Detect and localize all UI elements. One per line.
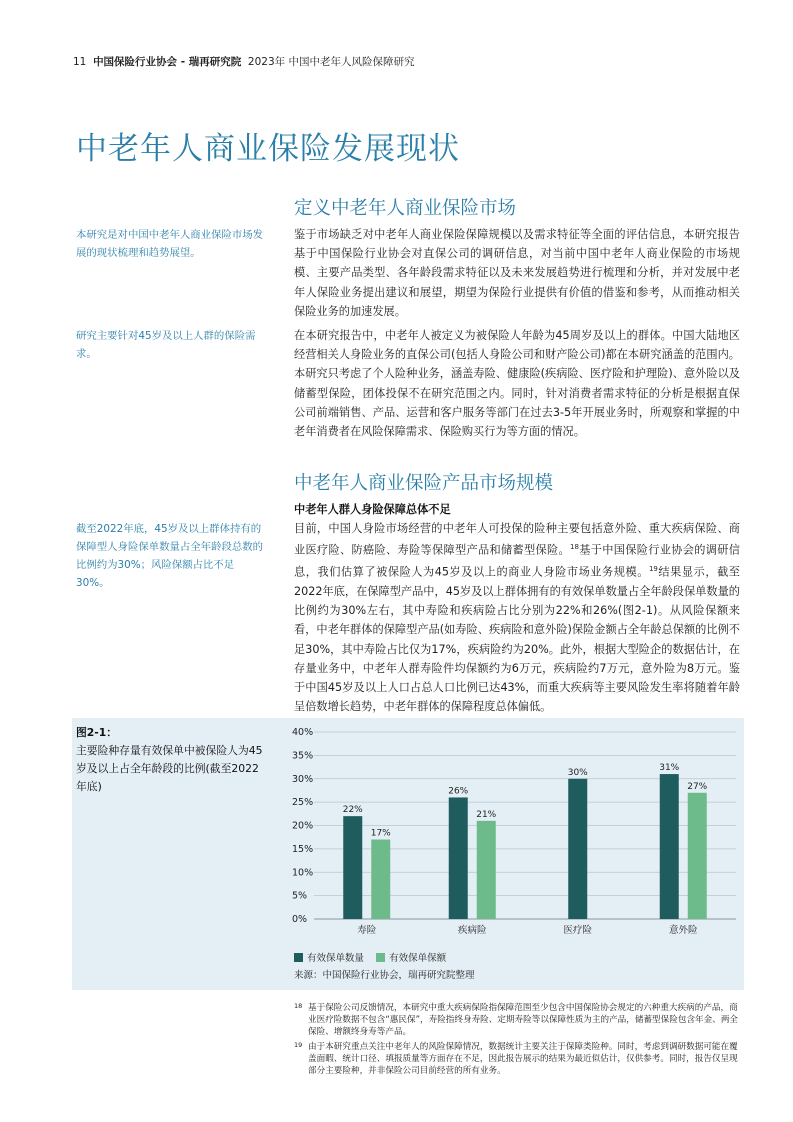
side-note-1: 本研究是对中国中老年人商业保险市场发展的现状梳理和趋势展望。 <box>76 229 264 259</box>
bar-policies <box>568 779 587 919</box>
x-category-label: 意外险 <box>668 925 698 936</box>
footnote-number: 18 <box>294 1002 303 1010</box>
bar-chart <box>292 724 742 946</box>
header-report: 2023年 中国中老年人风险保障研究 <box>247 56 415 68</box>
page-title: 中老年人商业保险发展现状 <box>76 131 460 167</box>
paragraph-3c: 结果显示，截至2022年底，在保障型产品中，45岁及以上群体拥有的有效保单数量占全年龄段保单数量的比例约为30%左右，其中寿险和疾病险占比分别为22%和26%(图2-1)。从风险保额来看，中老年群体的保障型产品(如寿险、疾病险和意外险)保险金额占全年龄总保额的比例不足30%，其中寿险占比仅为17%，疾病险约为20%。此外，根据大型险企的数据估计，在存量业务中，中老年人群寿险件均保额约为6万元，疾病险约7万元，意外险为8万元。鉴于中国45岁及以上人口占总人口比例已达43%，而重大疾病等主要风险发生率将随着年龄呈倍数增长趋势，中老年群体的保障程度总体偏低。 <box>294 565 740 714</box>
legend-swatch-policies <box>294 953 303 962</box>
side-note-3: 截至2022年底，45岁及以上群体持有的保障型人身险保单数量占全年龄段总数的比例约为30%；风险保额占比不足30%。 <box>76 523 264 589</box>
legend-swatch-sum-insured <box>376 953 385 962</box>
section-heading-definition: 定义中老年人商业保险市场 <box>294 198 517 219</box>
footnote-19 <box>294 1041 740 1078</box>
header-org: 中国保险行业协会 - 瑞再研究院 <box>93 56 242 68</box>
bar-policies <box>343 816 362 919</box>
y-tick-label: 40% <box>292 727 314 738</box>
y-tick-label: 35% <box>292 750 314 762</box>
data-label-policies: 22% <box>342 805 363 816</box>
footnotes <box>294 1002 740 1077</box>
bar-sum-insured <box>371 840 390 919</box>
legend-label-policies: 有效保单数量 <box>307 953 365 964</box>
paragraph-3 <box>294 519 740 717</box>
y-tick-label: 20% <box>292 820 314 832</box>
x-category-label: 寿险 <box>357 925 377 936</box>
chart-legend <box>294 950 446 964</box>
x-category-label: 医疗险 <box>563 925 593 936</box>
paragraph-3b: 基于中国保险行业协会的调研信息，我们估算了被保险人为45岁及以上的商业人身险市场业务规模。 <box>294 543 740 579</box>
footnote-ref-19[interactable]: 19 <box>648 565 658 574</box>
figure-number: 图2-1： <box>76 726 118 739</box>
y-tick-label: 10% <box>292 867 314 879</box>
data-label-policies: 30% <box>567 767 588 778</box>
paragraph-2: 在本研究报告中，中老年人被定义为被保险人年龄为45周岁及以上的群体。中国大陆地区经营相关人身险业务的直保公司(包括人身险公司和财产险公司)都在本研究涵盖的范围内。本研究只考虑了个人险种业务，涵盖寿险、健康险(疾病险、医疗险和护理险)、意外险以及储蓄型保险，团体投保不在研究范围之内。同时，针对消费者需求特征的分析是根据直保公司前端销售、产品、运营和客户服务等部门在过去3-5年开展业务时，所观察和掌握的中老年消费者在风险保障需求、保险购买行为等方面的情况。 <box>294 329 740 439</box>
figure-caption: 主要险种存量有效保单中被保险人为45岁及以上占全年龄段的比例(截至2022年底) <box>76 744 263 793</box>
y-tick-label: 25% <box>292 797 314 809</box>
side-note-2: 研究主要针对45岁及以上人群的保险需求。 <box>76 330 256 360</box>
y-tick-label: 15% <box>292 843 314 855</box>
page-number: 11 <box>73 56 87 68</box>
bar-policies <box>660 774 679 919</box>
footnote-ref-18[interactable]: 18 <box>570 543 579 552</box>
section-heading-market-size: 中老年人商业保险产品市场规模 <box>294 473 554 494</box>
data-label-policies: 31% <box>659 763 680 774</box>
footnote-number: 19 <box>294 1040 303 1049</box>
legend-label-sum-insured: 有效保单保额 <box>389 953 447 964</box>
y-tick-label: 30% <box>292 773 314 785</box>
footnote-text: 基于保险公司反馈情况，本研究中重大疾病保险指保障范围至少包含中国保险协会规定的六种重大疾病的产品，商业医疗险数据不包含“惠民保”，寿险指终身寿险、定期寿险等以保障性质为主的产品，储蓄型保险包含年金、两全保险、增额终身寿等产品。 <box>308 1003 739 1038</box>
data-label-sum-insured: 21% <box>476 809 497 820</box>
paragraph-1: 鉴于市场缺乏对中老年人商业保险保障规模以及需求特征等全面的评估信息，本研究报告基于中国保险行业协会对直保公司的调研信息，对当前中国中老年人商业保险的市场规模、主要产品类型、各年龄段需求特征以及未来发展趋势进行梳理和分析，并对发展中老年人保险业务提出建议和展望，期望为保险行业提供有价值的借鉴和参考，从而推动相关保险业务的加速发展。 <box>294 228 740 318</box>
figure-source: 来源：中国保险行业协会，瑞再研究院整理 <box>294 970 475 981</box>
figure-label-block <box>76 724 266 796</box>
subheading: 中老年人群人身险保障总体不足 <box>294 503 451 516</box>
running-header <box>73 54 414 69</box>
footnote-text: 由于本研究重点关注中老年人的风险保障情况，数据统计主要关注于保障类险种。同时，考虑到调研数据可能在覆盖面暇、统计口径、填报质量等方面存在不足，因此报告展示的结果为最近似估计，仅供参考。同时，报告仅呈现部分主要险种，并非保险公司目前经营的所有业务。 <box>308 1041 738 1077</box>
bar-sum-insured <box>477 821 496 919</box>
paragraph-3a: 目前，中国人身险市场经营的中老年人可投保的险种主要包括意外险、重大疾病保险、商业医疗险、防癌险、寿险等保障型产品和储蓄型保险。 <box>294 522 740 557</box>
data-label-policies: 26% <box>448 786 469 797</box>
y-tick-label: 0% <box>292 914 308 925</box>
x-category-label: 疾病险 <box>457 925 487 936</box>
y-tick-label: 5% <box>292 890 308 902</box>
bar-sum-insured <box>688 793 707 919</box>
data-label-sum-insured: 27% <box>687 781 708 792</box>
bar-policies <box>449 797 468 919</box>
footnote-18 <box>294 1002 740 1039</box>
data-label-sum-insured: 17% <box>370 828 391 839</box>
